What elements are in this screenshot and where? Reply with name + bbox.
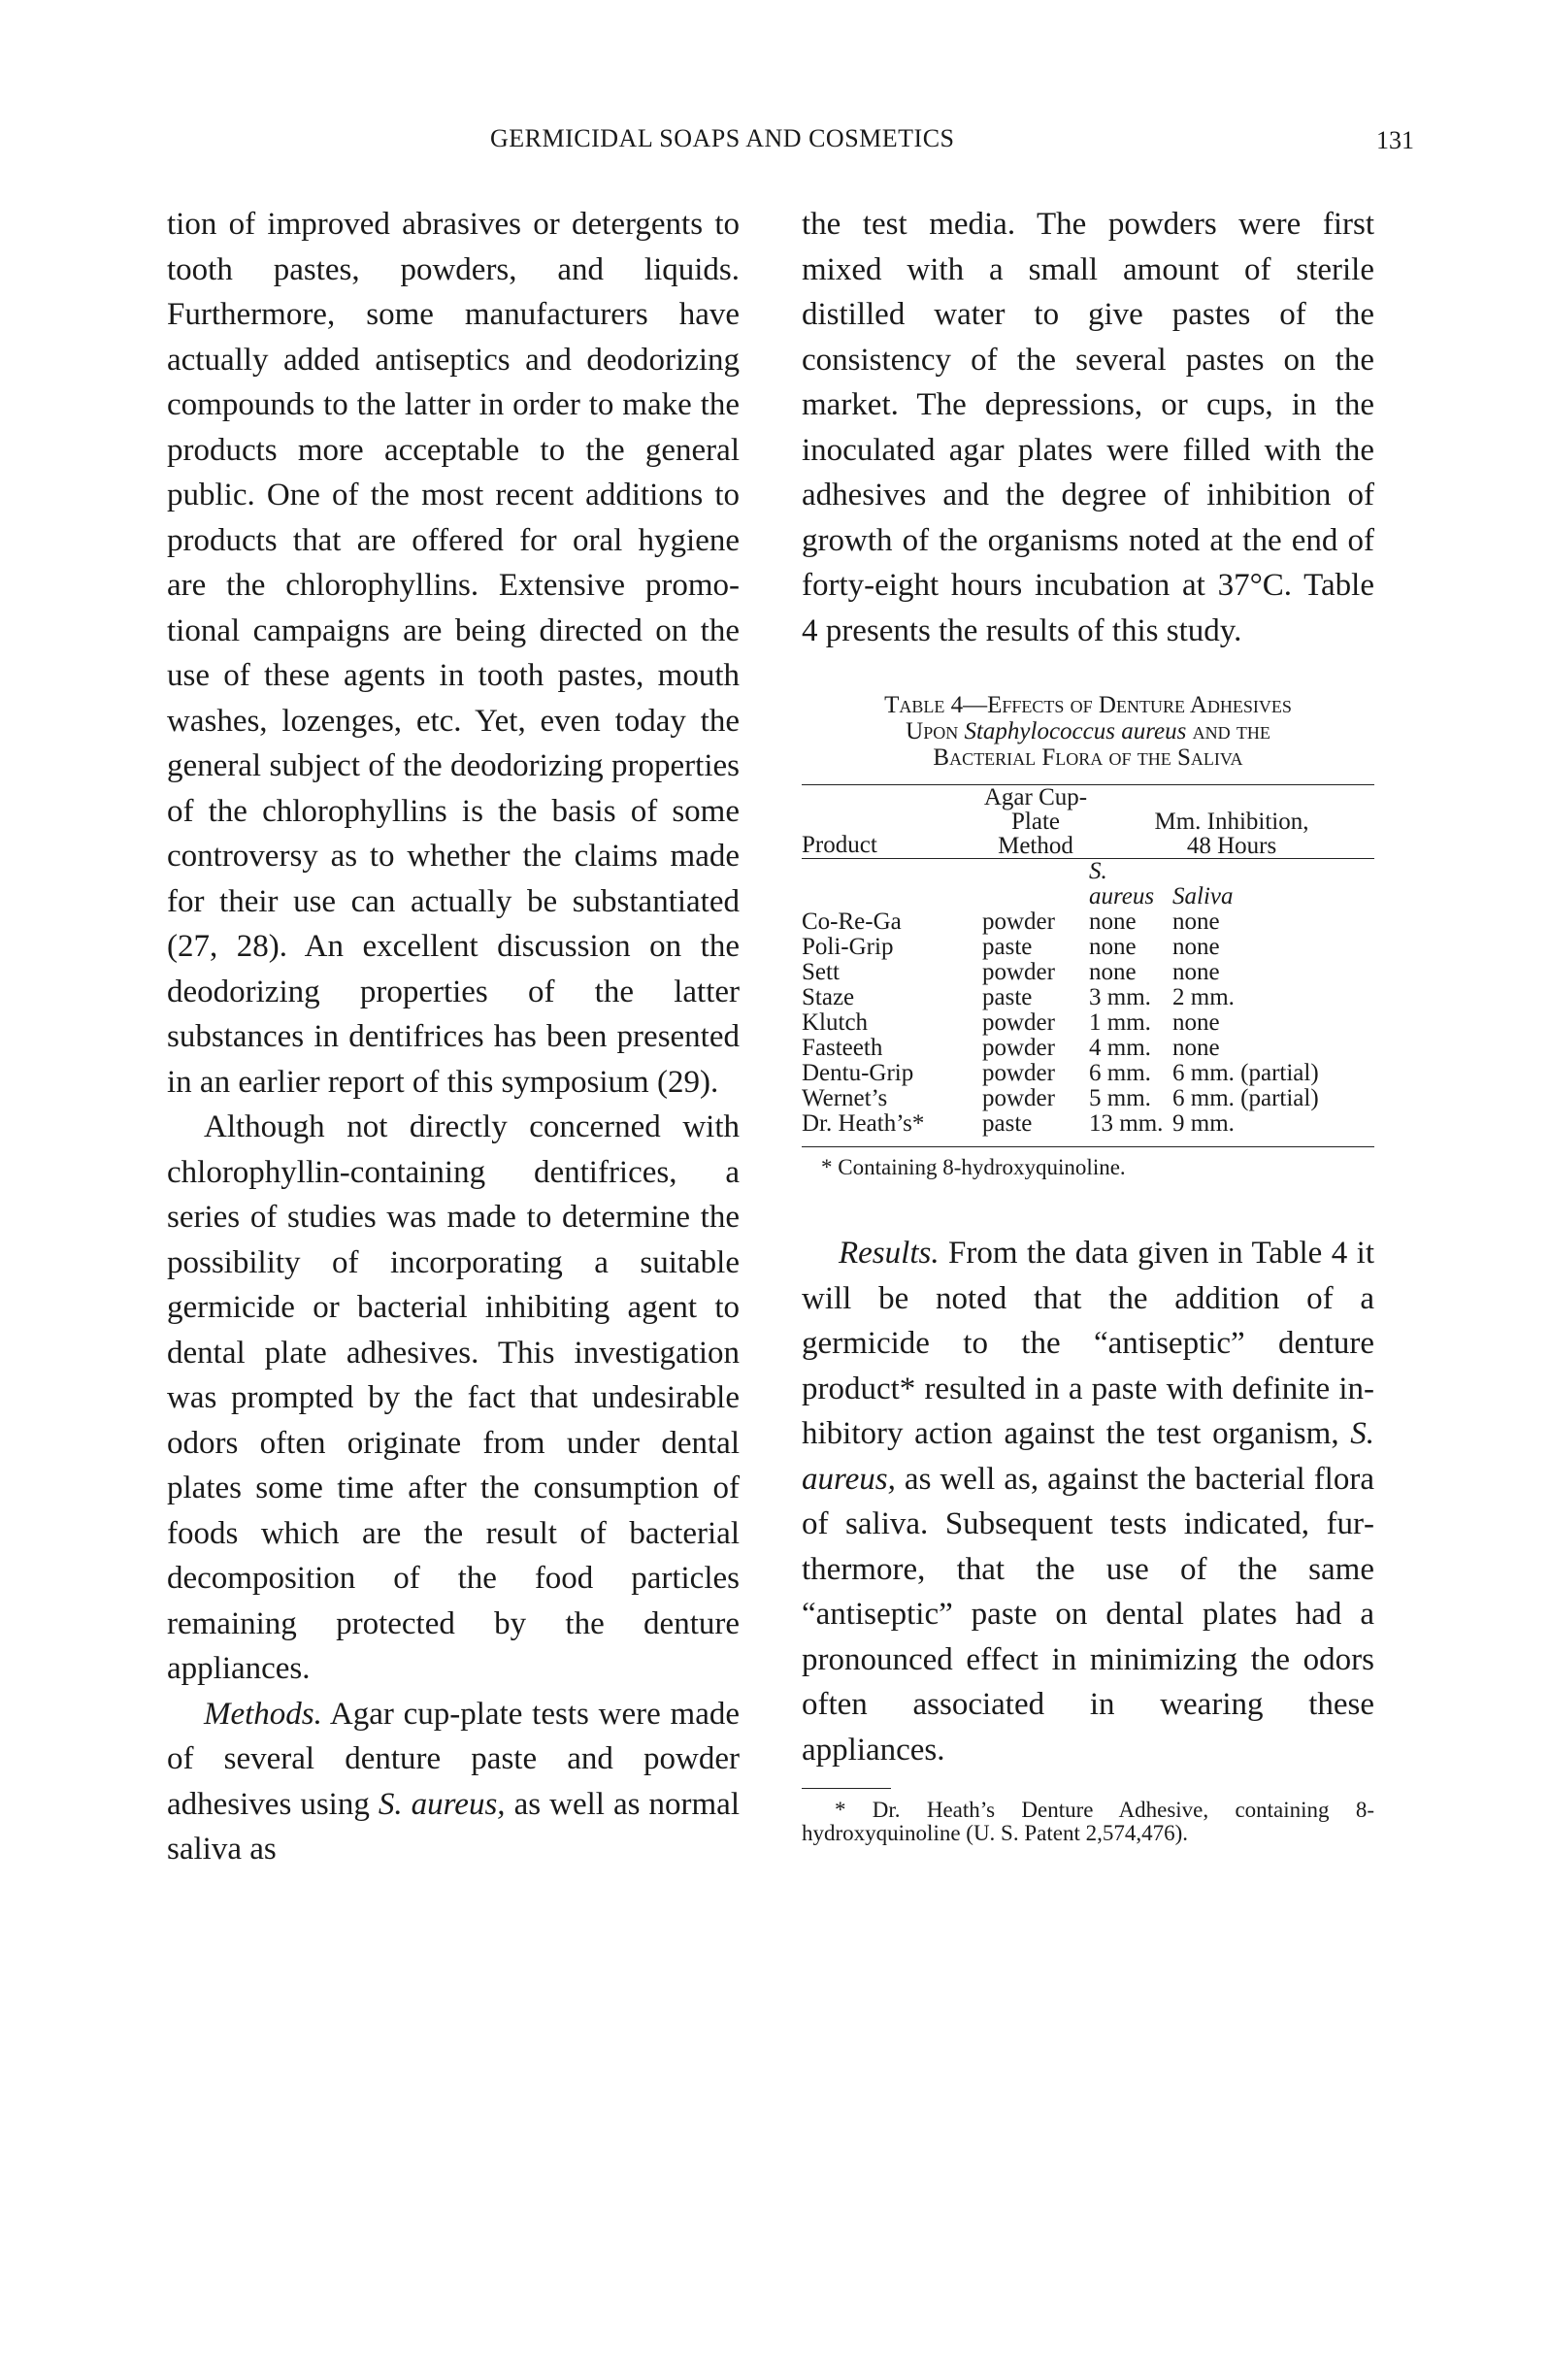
subheader-empty bbox=[982, 859, 1089, 909]
caption-text: Upon bbox=[906, 718, 965, 744]
results-text-2: as well as, against the bacterial flora of saliva. Subsequent tests indicated, furthermore, that the use of the same “antiseptic” paste on dental plates had a pronounced effect in minimizing the odors often associated in wearing these appliances. bbox=[802, 1461, 1374, 1768]
cell-form: paste bbox=[982, 934, 1033, 960]
table-bottom-rule bbox=[802, 1146, 1374, 1147]
paragraph-methods-continued: the test media. The powders were first mixed with a small amount of sterile distilled water to give pastes of the consistency of the several pastes on the market. The depressions, or cups, in the inoculated agar plates were filled with the adhesives and the degree of inhibition of growth of the organisms noted at the end of forty-eight hours incubation at 37°C. Table 4 presents the results of this study. bbox=[802, 207, 1374, 648]
table-row bbox=[802, 960, 1374, 985]
cell-saliva: 6 mm. (partial) bbox=[1172, 1085, 1319, 1111]
table-caption bbox=[802, 692, 1374, 771]
caption-organism: Staphylococcus aureus bbox=[964, 718, 1187, 744]
cell-s-aureus: none bbox=[1089, 959, 1137, 985]
cell-product: Klutch bbox=[802, 1009, 869, 1036]
cell-product: Sett bbox=[802, 959, 840, 985]
table-footnote: * Containing 8-hydroxyquinoline. bbox=[821, 1155, 1126, 1179]
subheader-saliva: Saliva bbox=[1172, 883, 1234, 909]
table-row bbox=[802, 1086, 1374, 1111]
cell-saliva: none bbox=[1172, 909, 1220, 935]
results-text-1: From the data given in Table 4 it will be noted that the addition of a germicide to the “antiseptic” denture product* resulted in a paste with definite inhibitory action against the test organism, bbox=[802, 1236, 1374, 1451]
table-header-row bbox=[802, 785, 1374, 858]
page-footnote: * Dr. Heath’s Denture Adhesive, containing 8-hydroxyquinoline (U. S. Patent 2,574,476). bbox=[802, 1798, 1374, 1845]
footnote-rule bbox=[802, 1788, 891, 1789]
methods-text-1: Agar cup-plate tests were made of several denture paste and powder adhesives using bbox=[167, 1696, 740, 1822]
cell-product: Wernet’s bbox=[802, 1085, 888, 1111]
subheader-s-aureus: S. aureus bbox=[1089, 858, 1155, 909]
methods-text-2: as well as normal saliva as bbox=[167, 1786, 740, 1867]
cell-product: Fasteeth bbox=[802, 1035, 883, 1061]
results-heading: Results. bbox=[839, 1236, 940, 1271]
cell-saliva: none bbox=[1172, 934, 1220, 960]
cell-saliva: none bbox=[1172, 1035, 1220, 1061]
cell-form: powder bbox=[982, 1060, 1055, 1086]
table-row bbox=[802, 1061, 1374, 1086]
cell-product: Poli-Grip bbox=[802, 934, 894, 960]
cell-s-aureus: 1 mm. bbox=[1089, 1009, 1151, 1036]
methods-heading: Methods. bbox=[204, 1696, 322, 1732]
cell-s-aureus: none bbox=[1089, 909, 1137, 935]
cell-form: powder bbox=[982, 909, 1055, 935]
cell-form: powder bbox=[982, 1009, 1055, 1036]
header-inhibition-label: Mm. Inhibition, 48 Hours bbox=[1154, 809, 1309, 859]
methods-organism: S. aureus, bbox=[378, 1786, 506, 1822]
results-organism: S. aureus, bbox=[802, 1416, 1374, 1497]
cell-s-aureus: 6 mm. bbox=[1089, 1060, 1151, 1086]
table-subheader-row bbox=[802, 859, 1374, 909]
table-data bbox=[802, 785, 1374, 1137]
cell-saliva: 6 mm. (partial) bbox=[1172, 1060, 1319, 1086]
table-row bbox=[802, 1036, 1374, 1061]
table-caption-line-1: Table 4—Effects of Denture Adhesives bbox=[884, 692, 1292, 718]
table-caption-line-2 bbox=[802, 718, 1374, 744]
cell-form: paste bbox=[982, 1110, 1033, 1137]
cell-product: Staze bbox=[802, 984, 855, 1010]
header-inhibition bbox=[1089, 785, 1374, 858]
cell-form: paste bbox=[982, 984, 1033, 1010]
header-product: Product bbox=[802, 832, 877, 858]
caption-text: and the bbox=[1186, 718, 1270, 744]
running-title: GERMICIDAL SOAPS AND COSMETICS bbox=[490, 124, 955, 152]
subheader-empty bbox=[802, 859, 982, 909]
header-method-label: Agar Cup-Plate Method bbox=[983, 784, 1088, 859]
table-4 bbox=[802, 692, 1374, 1180]
cell-form: powder bbox=[982, 1035, 1055, 1061]
table-row bbox=[802, 935, 1374, 960]
table-row bbox=[802, 1111, 1374, 1137]
paragraph-germicide-adhesives: Although not directly concerned with chlorophyllin-containing dentifrices, a series of studies was made to determine the possibility of incorporating a suitable germicide or bacterial inhibiting agent to dental plate adhesives. This investigation was prompted by the fact that undesirable odors often originate from under dental plates some time after the consumption of foods which are the result of bacterial decomposition of the food particles remaining protected by the denture appliances. bbox=[167, 1109, 740, 1686]
cell-product: Dr. Heath’s* bbox=[802, 1110, 925, 1137]
cell-saliva: 9 mm. bbox=[1172, 1110, 1235, 1137]
table-row bbox=[802, 1010, 1374, 1036]
paragraph-methods bbox=[167, 1692, 740, 1872]
cell-product: Co-Re-Ga bbox=[802, 909, 902, 935]
cell-form: powder bbox=[982, 1085, 1055, 1111]
table-caption-line-3: Bacterial Flora of the Saliva bbox=[933, 744, 1243, 771]
paragraph-results bbox=[802, 1231, 1374, 1772]
left-column bbox=[167, 202, 740, 1872]
cell-saliva: none bbox=[1172, 959, 1220, 985]
cell-s-aureus: 13 mm. bbox=[1089, 1110, 1164, 1137]
paragraph-chlorophyllins: tion of improved abrasives or detergents to tooth pastes, powders, and liquids. Furthermore, some manufacturers have actually added antiseptics and deodorizing compounds to the latter in order to make the products more acceptable to the general public. One of the most recent additions to products that are offered for oral hygiene are the chlorophyllins. Extensive promotional campaigns are being directed on the use of these agents in tooth pastes, mouth washes, lozenges, etc. Yet, even today the general subject of the deodorizing properties of the chlorophyllins is the basis of some controversy as to whether the claims made for their use can actually be substantiated (27, 28). An excellent discussion on the deodorizing properties of the latter substances in dentifrices has been presented in an earlier report of this symposium (29). bbox=[167, 207, 740, 1100]
table-row bbox=[802, 985, 1374, 1010]
cell-s-aureus: 3 mm. bbox=[1089, 984, 1151, 1010]
page-number: 131 bbox=[1376, 126, 1414, 154]
cell-s-aureus: 5 mm. bbox=[1089, 1085, 1151, 1111]
right-column bbox=[802, 202, 1374, 1845]
cell-saliva: 2 mm. bbox=[1172, 984, 1235, 1010]
table-row bbox=[802, 909, 1374, 935]
cell-form: powder bbox=[982, 959, 1055, 985]
cell-product: Dentu-Grip bbox=[802, 1060, 914, 1086]
cell-s-aureus: 4 mm. bbox=[1089, 1035, 1151, 1061]
cell-saliva: none bbox=[1172, 1009, 1220, 1036]
cell-s-aureus: none bbox=[1089, 934, 1137, 960]
header-method bbox=[982, 785, 1089, 858]
